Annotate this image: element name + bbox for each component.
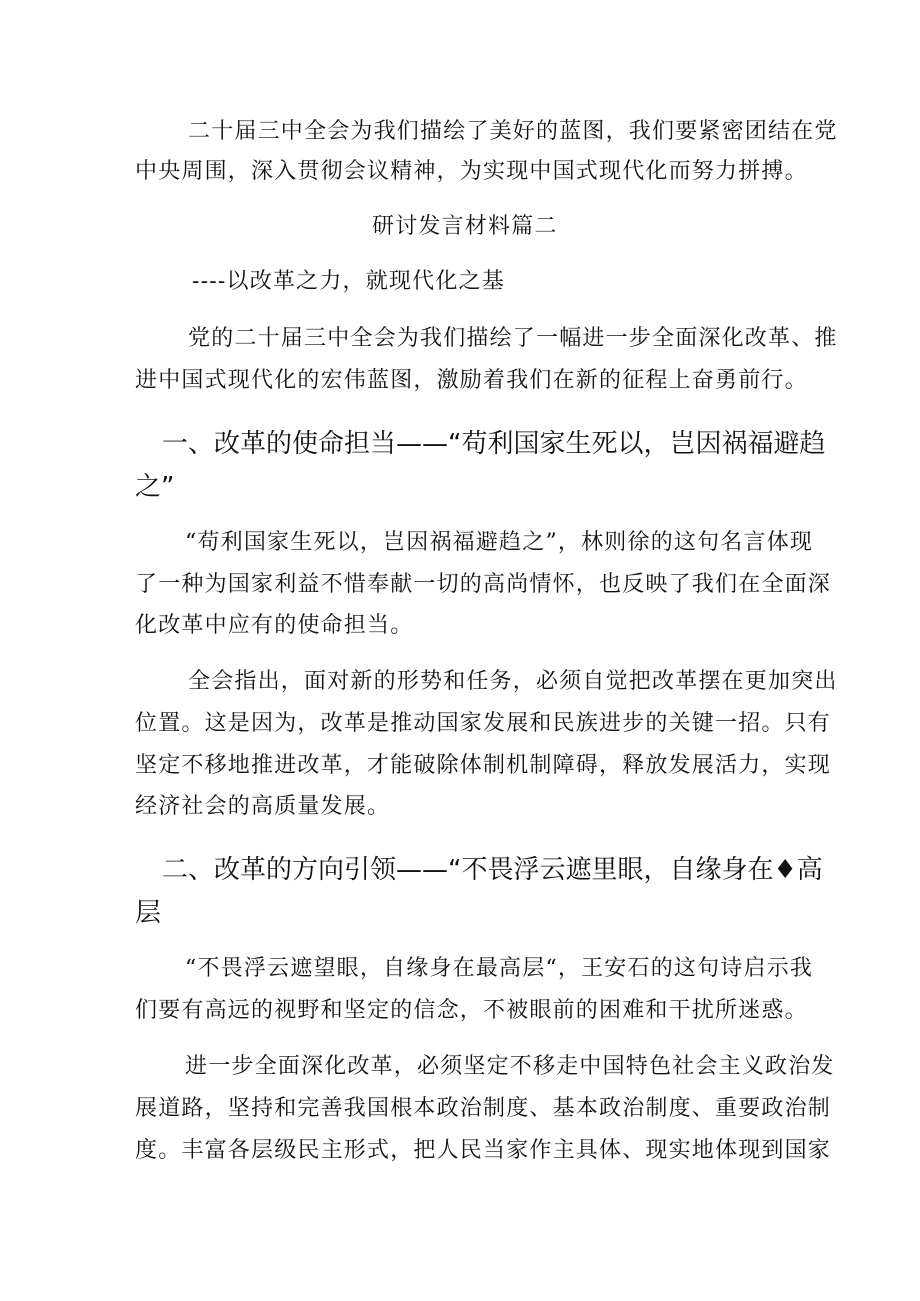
section-title: 研讨发言材料篇二 [372,214,558,239]
text-line: 全会指出，面对新的形势和任务，必须自觉把改革摆在更加突出 [188,669,838,694]
heading-line: 二、改革的方向引领——“不畏浮云遮里眼，自缘身在♦高 [162,855,823,885]
text-line: “不畏浮云遮望眼，自缘身在最高层“，王安石的这句诗启示我 [185,956,814,981]
text-line: 度。丰富各层级民主形式，把人民当家作主具体、现实地体现到国家 [135,1138,832,1163]
text-line: 经济社会的高质量发展。 [135,794,391,819]
text-line: 坚定不移地推进改革，才能破除体制机制障碍，释放发展活力，实现 [135,753,832,778]
text-line: 化改革中应有的使命担当。 [135,613,414,638]
text-line: “苟利国家生死以，岂因祸福避趋之”，林则徐的这句名言体现 [185,530,814,555]
text-line: 展道路，坚持和完善我国根本政治制度、基本政治制度、重要政治制 [135,1096,832,1121]
text-line: 进一步全面深化改革，必须坚定不移走中国特色社会主义政治发 [185,1054,835,1079]
heading-line: 一、改革的使命担当——“苟利国家生死以，岂因祸福避趋 [162,429,826,459]
text-line: 党的二十届三中全会为我们描绘了一幅进一步全面深化改革、推 [188,326,838,351]
heading-line: 之” [135,472,175,502]
text-line: 们要有高远的视野和坚定的信念，不被眼前的困难和干扰所迷惑。 [135,998,808,1023]
subtitle: ----以改革之力，就现代化之基 [192,269,505,294]
text-line: 进中国式现代化的宏伟蓝图，激励着我们在新的征程上奋勇前行。 [135,368,808,393]
heading-line: 层 [135,898,162,928]
text-line: 位置。这是因为，改革是推动国家发展和民族进步的关键一招。只有 [135,711,832,736]
text-line: 了一种为国家利益不惜奉献一切的高尚情怀，也反映了我们在全面深 [135,572,832,597]
text-line: 中央周围，深入贯彻会议精神，为实现中国式现代化而努力拼搏。 [135,159,808,184]
text-line: 二十届三中全会为我们描绘了美好的蓝图，我们要紧密团结在党 [188,119,838,144]
